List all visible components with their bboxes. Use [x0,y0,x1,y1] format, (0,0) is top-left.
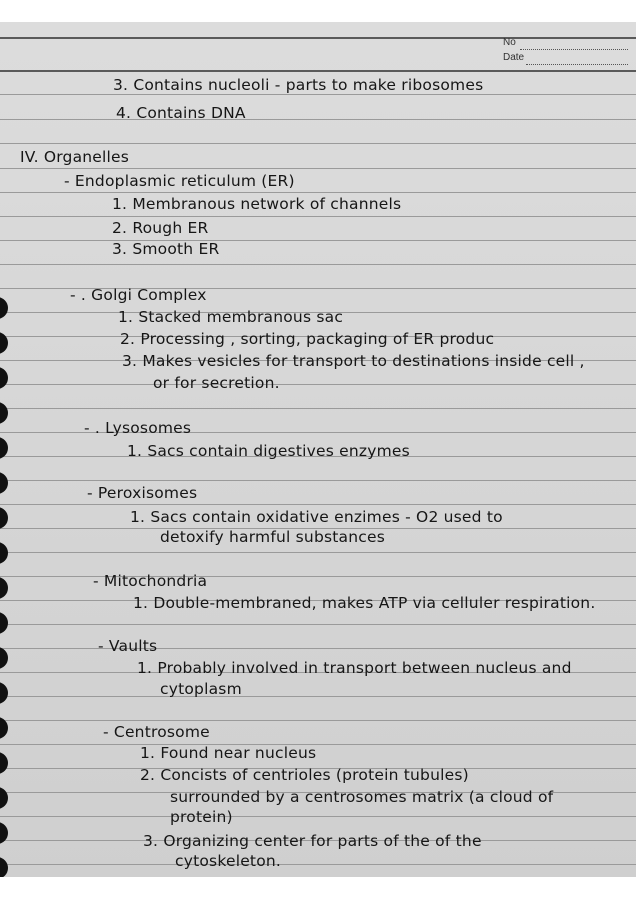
binder-hole [0,647,8,669]
ruled-line [0,240,636,241]
note-line: 1. Found near nucleus [140,744,317,762]
note-line: 1. Sacs contain digestives enzymes [127,442,410,460]
binder-hole [0,682,8,704]
note-line: 2. Processing , sorting, packaging of ER produc [120,330,495,348]
ruled-line [0,143,636,144]
note-line: cytoplasm [160,680,242,698]
note-line: 3. Organizing center for parts of the of the [143,832,482,850]
binder-hole [0,577,8,599]
ruled-line [0,384,636,385]
date-dotted-line [526,64,628,65]
ruled-line [0,624,636,625]
note-line: cytoskeleton. [175,852,282,870]
binder-hole [0,297,8,319]
note-line: - Vaults [98,637,158,655]
note-line: detoxify harmful substances [160,528,386,546]
notebook-page [0,22,636,877]
header-rule [0,37,636,39]
ruled-line [0,192,636,193]
note-line: 1. Probably involved in transport between nucleus and [137,659,572,677]
note-line: protein) [170,808,233,826]
note-line: 4. Contains DNA [116,104,246,122]
note-line: 1. Membranous network of channels [112,195,402,213]
binder-hole [0,542,8,564]
note-line: 1. Stacked membranous sac [118,308,344,326]
date-label: Date [503,52,525,63]
ruled-line [0,744,636,745]
note-line: - . Lysosomes [84,419,192,437]
note-line: surrounded by a centrosomes matrix (a cloud of [170,788,554,806]
no-label: No [503,37,516,48]
note-line: - Endoplasmic reticulum (ER) [64,172,295,190]
ruled-line [0,696,636,697]
binder-hole [0,507,8,529]
binder-hole [0,752,8,774]
ruled-line [0,216,636,217]
ruled-line [0,864,636,865]
note-line: - Peroxisomes [87,484,198,502]
binder-hole [0,787,8,809]
note-line: 2. Concists of centrioles (protein tubules) [140,766,469,784]
note-line: - Centrosome [103,723,210,741]
note-line: 1. Double-membraned, makes ATP via celluler respiration. [133,594,596,612]
binder-hole [0,367,8,389]
note-line: or for secretion. [153,374,280,392]
binder-hole [0,857,8,879]
note-line: 3. Makes vesicles for transport to destinations inside cell , [122,352,585,370]
ruled-line [0,552,636,553]
ruled-line [0,648,636,649]
ruled-line [0,720,636,721]
ruled-line [0,816,636,817]
note-line: 3. Contains nucleoli - parts to make ribosomes [113,76,484,94]
binder-hole [0,612,8,634]
ruled-line [0,119,636,120]
note-line: - . Golgi Complex [70,286,207,304]
ruled-line [0,408,636,409]
ruled-line [0,504,636,505]
ruled-line [0,480,636,481]
note-line: 2. Rough ER [112,219,209,237]
ruled-line [0,94,636,95]
header-rule [0,70,636,72]
binder-hole [0,472,8,494]
no-dotted-line [520,49,628,50]
binder-hole [0,402,8,424]
note-line: - Mitochondria [93,572,208,590]
ruled-line [0,168,636,169]
page-bottom-margin [0,877,636,900]
note-line: 3. Smooth ER [112,240,220,258]
note-line: 1. Sacs contain oxidative enzimes - O2 used to [130,508,503,526]
ruled-line [0,264,636,265]
section-heading: IV. Organelles [20,148,130,166]
